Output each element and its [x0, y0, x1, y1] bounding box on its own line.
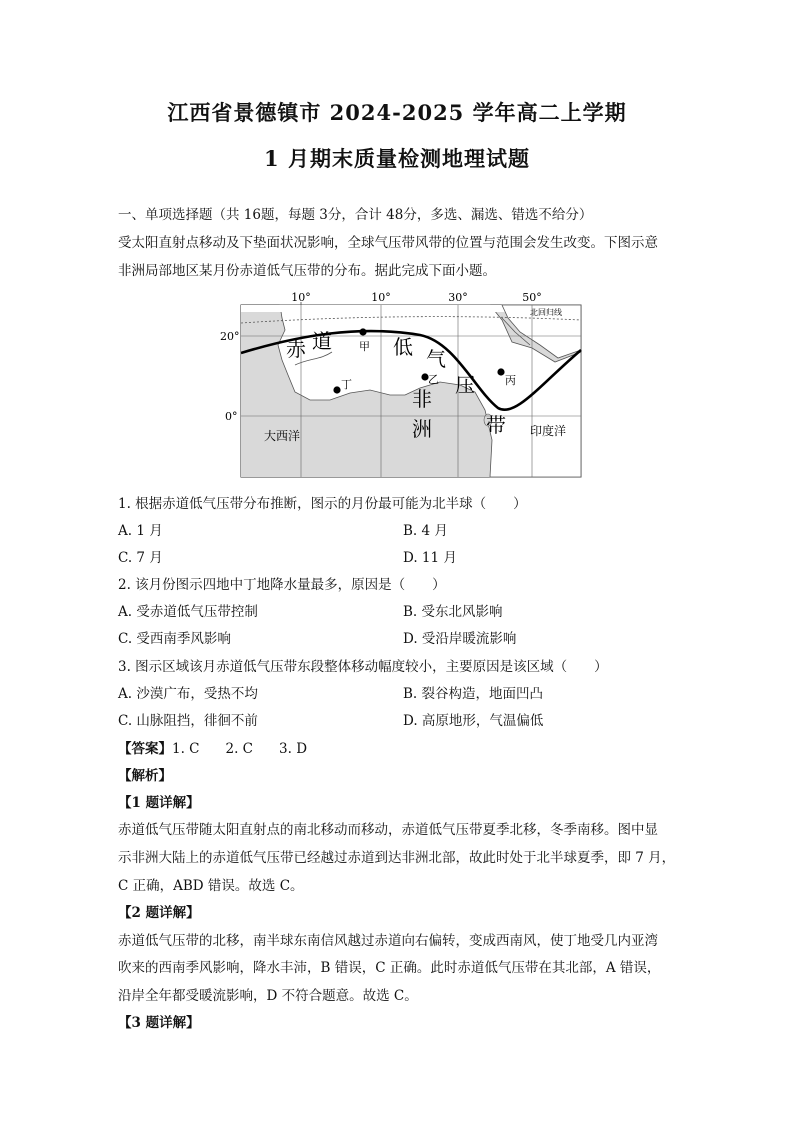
- answer-item-1: 1. C: [172, 741, 200, 757]
- point-label-jia: 甲: [359, 340, 370, 353]
- lat-label-0: 0°: [225, 410, 238, 423]
- detail-1-line-3: C 正确，ABD 错误。故选 C。: [118, 878, 304, 894]
- belt-char-6: 带: [486, 413, 506, 437]
- q3-option-a: A. 沙漠广布，受热不均: [118, 686, 258, 702]
- point-ding: [333, 386, 340, 393]
- intro-line-2: 非洲局部地区某月份赤道低气压带的分布。据此完成下面小题。: [118, 263, 496, 279]
- detail-2-line-2: 吹来的西南季风影响，降水丰沛，B 错误，C 正确。此时赤道低气压带在其北部，A 错误，: [118, 960, 661, 976]
- belt-char-4: 气: [426, 347, 446, 371]
- detail-2-line-1: 赤道低气压带的北移，南半球东南信风越过赤道向右偏转，变成西南风，使丁地受几内亚湾: [118, 933, 658, 949]
- q2-option-c: C. 受西南季风影响: [118, 631, 231, 647]
- lon-label-4: 50°: [522, 291, 542, 304]
- lon-label-3: 30°: [448, 291, 468, 304]
- detail-3-label: 【3 题详解】: [118, 1015, 200, 1031]
- q1-option-b: B. 4 月: [403, 523, 448, 539]
- detail-1-line-2: 示非洲大陆上的赤道低气压带已经越过赤道到达非洲北部，故此时处于北半球夏季，即 7 月，: [118, 850, 676, 866]
- q1-option-d: D. 11 月: [403, 550, 457, 566]
- q3-option-c: C. 山脉阻挡，徘徊不前: [118, 713, 258, 729]
- q2-option-b: B. 受东北风影响: [403, 604, 503, 620]
- ocean-left-label: 大西洋: [264, 429, 301, 443]
- point-label-ding: 丁: [341, 378, 352, 391]
- ocean-right-label: 印度洋: [530, 424, 567, 438]
- belt-char-3: 低: [393, 335, 413, 359]
- belt-char-1: 赤: [286, 337, 306, 361]
- detail-1-line-1: 赤道低气压带随太阳直射点的南北移动而移动，赤道低气压带夏季北移，冬季南移。图中显: [118, 822, 658, 838]
- q2-option-d: D. 受沿岸暖流影响: [403, 631, 517, 647]
- title-line-1: 江西省景德镇市 2024-2025 学年高二上学期: [167, 100, 627, 125]
- point-bing: [497, 368, 504, 375]
- point-label-yi: 乙: [428, 373, 439, 386]
- question-1-stem: 1. 根据赤道低气压带分布推断，图示的月份最可能为北半球（ ）: [118, 496, 527, 512]
- continent-char-1: 非: [412, 387, 432, 411]
- detail-2-line-3: 沿岸全年都受暖流影响，D 不符合题意。故选 C。: [118, 988, 418, 1004]
- q3-option-d: D. 高原地形，气温偏低: [403, 713, 544, 729]
- belt-char-2: 道: [312, 329, 332, 353]
- point-label-bing: 丙: [505, 374, 516, 387]
- lon-label-2: 10°: [371, 291, 391, 304]
- answer-item-2: 2. C: [225, 741, 254, 757]
- analysis-label: 【解析】: [118, 768, 172, 784]
- answer-item-3: 3. D: [279, 741, 308, 757]
- question-3-stem: 3. 图示区域该月赤道低气压带东段整体移动幅度较小，主要原因是该区域（ ）: [118, 659, 608, 675]
- detail-1-label: 【1 题详解】: [118, 795, 200, 811]
- answer-label: 【答案】: [118, 741, 172, 757]
- answer-row: [118, 737, 307, 757]
- q3-option-b: B. 裂谷构造，地面凹凸: [403, 686, 544, 702]
- continent-char-2: 洲: [412, 417, 432, 441]
- question-2-stem: 2. 该月份图示四地中丁地降水量最多，原因是（ ）: [118, 577, 446, 593]
- section-header: 一、单项选择题（共 16题，每题 3分，合计 48分，多选、漏选、错选不给分）: [118, 207, 593, 223]
- title-line-2: 1 月期末质量检测地理试题: [264, 146, 530, 171]
- q2-option-a: A. 受赤道低气压带控制: [118, 604, 258, 620]
- lat-label-20: 20°: [220, 330, 240, 343]
- point-jia: [359, 328, 366, 335]
- q1-option-a: A. 1 月: [118, 523, 163, 539]
- q1-option-c: C. 7 月: [118, 550, 163, 566]
- intro-line-1: 受太阳直射点移动及下垫面状况影响，全球气压带风带的位置与范围会发生改变。下图示意: [118, 235, 658, 251]
- africa-pressure-belt-map: [220, 290, 585, 480]
- detail-2-label: 【2 题详解】: [118, 905, 200, 921]
- belt-char-5: 压: [455, 373, 475, 397]
- tropic-label: 北回归线: [530, 308, 562, 317]
- lon-label-1: 10°: [291, 291, 311, 304]
